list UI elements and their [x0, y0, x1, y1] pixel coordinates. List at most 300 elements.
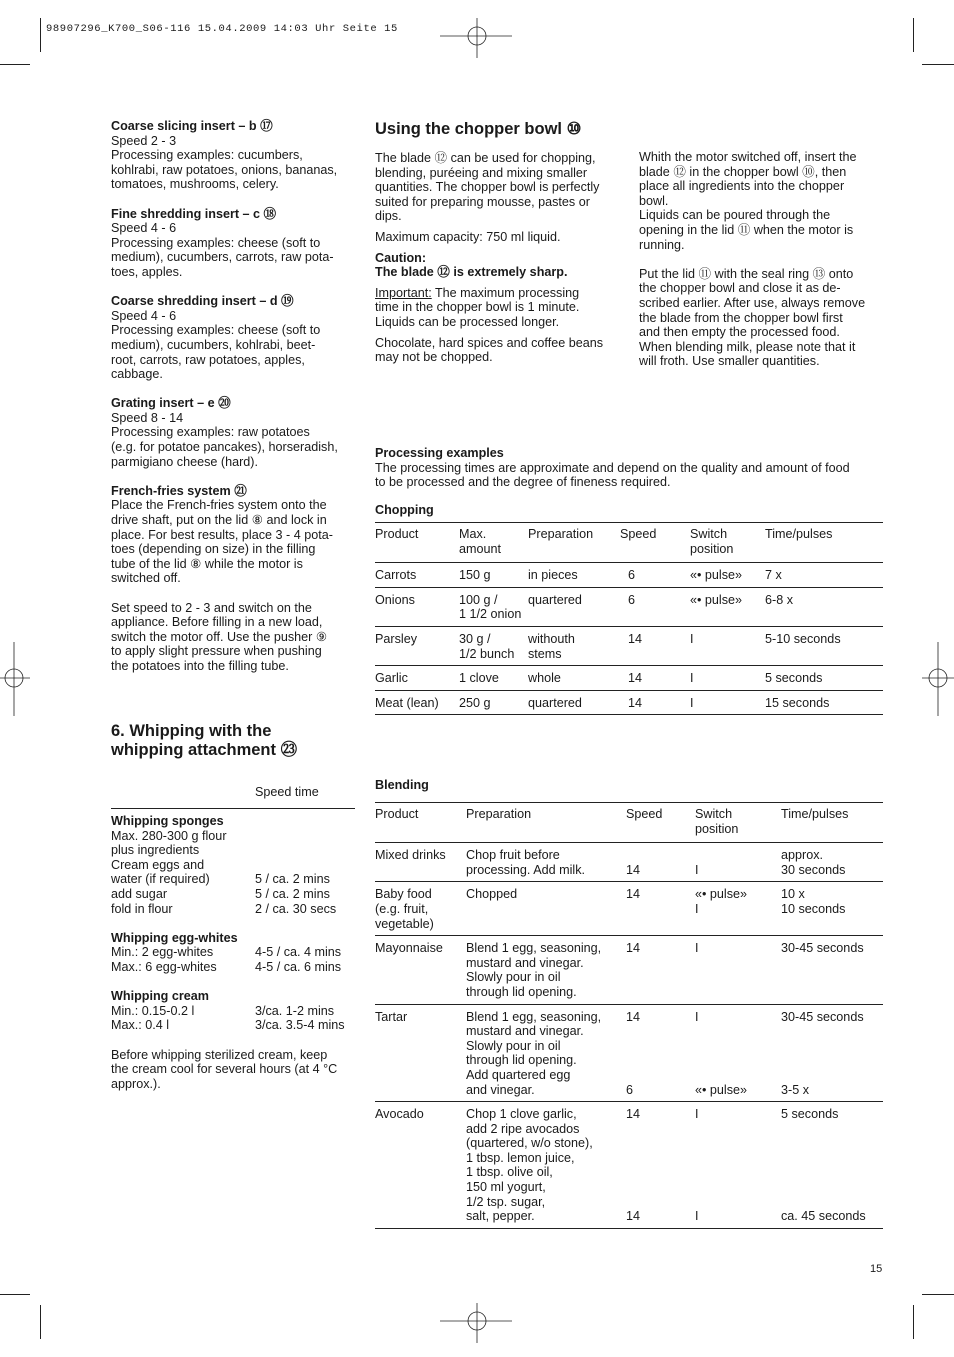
insert-line: (e.g. for potatoe pancakes), horseradish,: [111, 440, 338, 455]
insert-fine-shredding: [111, 207, 361, 280]
insert-line: medium), cucumbers, carrots, raw pota-: [111, 250, 334, 265]
table-cell-text: [695, 1039, 781, 1054]
table-cell: [690, 563, 765, 588]
processing-intro-line: The processing times are approximate and depend on the quality and amount of food: [375, 460, 850, 475]
chopper-text-line: When blending milk, please note that it: [639, 339, 856, 354]
table-cell-text: Onions: [375, 592, 415, 607]
whipping-row: plus ingredients: [111, 843, 200, 858]
table-cell-text: I: [695, 1107, 699, 1122]
table-cell-text: 15 seconds: [765, 695, 830, 710]
insert-line: place. For best results, place 3 - 4 pota-: [111, 527, 333, 542]
whipping-table: [111, 814, 361, 1091]
table-cell-text: 5-10 seconds: [765, 631, 841, 646]
table-cell: [466, 843, 626, 882]
table-cell-text: [695, 848, 781, 863]
table-cell-text: «• pulse»: [690, 592, 743, 607]
table-cell: [626, 936, 695, 1004]
chopping-title: Chopping: [375, 503, 434, 517]
whipping-row: water (if required) 5 / ca. 2 mins: [111, 872, 330, 887]
table-header-text: Time/pulses: [781, 807, 849, 821]
table-cell: [690, 587, 765, 626]
whipping-note-line: Before whipping sterilized cream, keep: [111, 1047, 328, 1062]
table-cell-text: add 2 ripe avocados: [466, 1121, 580, 1136]
table-cell-text: vegetable): [375, 916, 434, 931]
page-number: 15: [870, 1263, 883, 1275]
insert-line: appliance. Before filling in a new load,: [111, 615, 323, 630]
table-cell: [375, 843, 466, 882]
table-cell-text: [626, 1024, 695, 1039]
table-header-row: [375, 523, 883, 563]
table-cell-text: Mixed drinks: [375, 848, 446, 863]
whipping-rule: [111, 808, 355, 809]
print-slug: 98907296_K700_S06-116 15.04.2009 14:03 Uhr Seite 15: [46, 23, 398, 35]
insert-line: Set speed to 2 - 3 and switch on the: [111, 600, 312, 615]
table-cell: [620, 563, 690, 588]
table-cell: [528, 666, 620, 691]
table-cell: [765, 666, 883, 691]
whipping-note-line: approx.).: [111, 1076, 161, 1091]
insert-title: French-fries system ㉑: [111, 483, 247, 498]
chopper-text-line: will froth. Use smaller quantities.: [639, 354, 820, 369]
chopper-text-line: The blade ⑫ can be used for chopping,: [375, 151, 596, 165]
table-cell: [765, 587, 883, 626]
insert-line: drive shaft, put on the lid ⑧ and lock in: [111, 513, 327, 528]
table-cell: [781, 936, 883, 1004]
table-cell-text: Garlic: [375, 671, 408, 686]
insert-line: root, carrots, raw potatoes, apples,: [111, 352, 305, 367]
whipping-row: add sugar 5 / ca. 2 mins: [111, 886, 330, 901]
whipping-row: Max.: 0.4 l 3/ca. 3.5-4 mins: [111, 1018, 345, 1033]
table-header-text: Max.: [459, 527, 487, 541]
whipping-heading-line: whipping attachment ㉓: [111, 741, 298, 759]
chopper-text-line: dips.: [375, 209, 402, 224]
insert-line: Processing examples: cucumbers,: [111, 148, 303, 163]
table-header-cell: [375, 523, 459, 563]
table-header-text: Preparation: [528, 527, 594, 541]
chopper-text-line: blending, puréeing and mixing smaller: [375, 165, 588, 180]
insert-title: Grating insert – e ⑳: [111, 396, 231, 411]
table-cell-text: I: [690, 631, 694, 646]
table-cell-text: [695, 1165, 781, 1180]
insert-line: Processing examples: raw potatoes: [111, 425, 310, 440]
table-cell-text: [626, 1151, 695, 1166]
insert-grating: [111, 396, 361, 469]
table-cell-text: through lid opening.: [466, 1053, 577, 1068]
table-cell-text: 14: [626, 1209, 641, 1224]
table-cell-text: 14: [626, 1107, 641, 1122]
insert-line: Processing examples: cheese (soft to: [111, 235, 321, 250]
table-cell: [375, 563, 459, 588]
table-cell-text: [695, 1053, 781, 1068]
table-cell-text: [781, 1053, 883, 1068]
table-cell-text: Avocado: [375, 1107, 424, 1122]
table-cell: [626, 882, 695, 936]
table-cell-text: 10 seconds: [781, 901, 846, 916]
caution-title: Caution:: [375, 250, 427, 265]
table-header-cell: [690, 523, 765, 563]
table-cell-text: 150 g: [459, 568, 491, 583]
table-cell-text: 1 clove: [459, 671, 499, 686]
table-cell-text: 30 g /: [459, 631, 491, 646]
table-cell-text: [695, 1024, 781, 1039]
table-header-text: Product: [375, 527, 419, 541]
chopper-text-line: Whith the motor switched off, insert the: [639, 150, 857, 164]
table-cell-text: [626, 1180, 695, 1195]
table-cell: [459, 563, 528, 588]
processing-examples: [375, 446, 890, 490]
table-cell-text: 6: [628, 592, 636, 607]
whipping-row: Min.: 0.15-0.2 l 3/ca. 1-2 mins: [111, 1003, 335, 1018]
table-cell-text: I: [695, 901, 699, 916]
chopper-text-line: and then empty the processed food.: [639, 325, 840, 340]
table-cell: [459, 587, 528, 626]
insert-line: switched off.: [111, 571, 181, 586]
table-header-text: amount: [459, 541, 502, 556]
table-cell-text: 30-45 seconds: [781, 941, 864, 956]
whipping-group-title: Whipping egg-whites: [111, 930, 238, 945]
table-cell-text: 5 seconds: [781, 1107, 839, 1122]
table-cell: [375, 936, 466, 1004]
table-row: [375, 843, 883, 882]
table-row: [375, 626, 883, 665]
insert-title: Fine shredding insert – c ⑱: [111, 206, 277, 221]
whipping-row: fold in flour 2 / ca. 30 secs: [111, 901, 337, 916]
insert-line: to apply slight pressure when pushing: [111, 644, 322, 659]
chopper-capacity: Maximum capacity: 750 ml liquid.: [375, 229, 561, 244]
important-line: Liquids can be processed longer.: [375, 314, 560, 329]
whipping-row: Cream eggs and: [111, 857, 205, 872]
table-cell: [375, 587, 459, 626]
insert-line: cabbage.: [111, 367, 163, 382]
table-cell-text: «• pulse»: [695, 1082, 748, 1097]
table-cell-text: through lid opening.: [466, 984, 577, 999]
table-cell-text: 1/2 bunch: [459, 646, 515, 661]
whipping-heading-line: 6. Whipping with the: [111, 722, 272, 740]
table-cell: [466, 936, 626, 1004]
table-cell-text: [695, 1180, 781, 1195]
table-cell-text: stems: [528, 646, 562, 661]
table-cell-text: Baby food: [375, 887, 432, 902]
table-cell-text: whole: [528, 671, 561, 686]
insert-line: medium), cucumbers, kohlrabi, beet-: [111, 337, 316, 352]
table-cell-text: 5 seconds: [765, 671, 823, 686]
table-row: [375, 936, 883, 1004]
table-cell: [375, 626, 459, 665]
table-header-cell: [620, 523, 690, 563]
table-cell-text: I: [695, 941, 699, 956]
table-cell: [620, 626, 690, 665]
table-cell-text: 14: [628, 671, 643, 686]
table-cell-text: Meat (lean): [375, 695, 439, 710]
table-cell-text: salt, pepper.: [466, 1209, 535, 1224]
table-cell-text: [781, 1039, 883, 1054]
chopping-table: [375, 522, 883, 715]
whipping-row: Max.: 6 egg-whites 4-5 / ca. 6 mins: [111, 959, 342, 974]
table-cell-text: 14: [626, 887, 641, 902]
table-row: [375, 690, 883, 715]
whipping-group-title: Whipping cream: [111, 989, 209, 1004]
table-cell: [695, 1004, 781, 1102]
table-cell: [695, 843, 781, 882]
table-cell-text: 14: [626, 941, 641, 956]
table-cell-text: 30-45 seconds: [781, 1009, 864, 1024]
table-cell-text: [695, 1195, 781, 1210]
table-header-text: Switch: [690, 527, 728, 541]
table-cell-text: I: [690, 695, 694, 710]
chopper-text-line: Chocolate, hard spices and coffee beans: [375, 335, 604, 350]
table-cell-text: [695, 1068, 781, 1083]
registration-mark-left: [0, 642, 30, 716]
table-cell-text: [695, 1122, 781, 1137]
whipping-column-header: Speed time: [255, 785, 319, 799]
table-cell: [626, 1004, 695, 1102]
table-cell-text: Tartar: [375, 1009, 408, 1024]
table-cell: [695, 1102, 781, 1229]
table-cell-text: quartered: [528, 695, 582, 710]
insert-line: Place the French-fries system onto the: [111, 498, 327, 513]
table-cell-text: processing. Add milk.: [466, 862, 585, 877]
table-cell-text: 14: [626, 862, 641, 877]
table-cell: [459, 690, 528, 715]
table-cell-text: 1/2 tsp. sugar,: [466, 1194, 546, 1209]
table-cell: [765, 626, 883, 665]
registration-mark-top: [440, 18, 512, 58]
table-header-cell: [695, 803, 781, 843]
important-note: [375, 286, 630, 301]
table-cell-text: 30 seconds: [781, 862, 846, 877]
table-cell-text: 150 ml yogurt,: [466, 1180, 546, 1195]
table-cell-text: mustard and vinegar.: [466, 1024, 584, 1039]
table-cell: [459, 626, 528, 665]
table-cell: [765, 690, 883, 715]
table-row: [375, 563, 883, 588]
table-header-row: [375, 803, 883, 843]
table-cell-text: I: [695, 1009, 699, 1024]
table-row: [375, 1004, 883, 1102]
table-cell-text: Chopped: [466, 887, 518, 902]
chopper-text-line: quantities. The chopper bowl is perfectly: [375, 180, 600, 195]
table-cell-text: 14: [626, 1009, 641, 1024]
table-header-text: Switch: [695, 807, 733, 821]
table-header-text: position: [690, 541, 734, 556]
insert-line: tube of the lid ⑧ while the motor is: [111, 556, 303, 571]
table-cell-text: [781, 1151, 883, 1166]
important-line: time in the chopper bowl is 1 minute.: [375, 300, 580, 315]
table-cell-text: [695, 1151, 781, 1166]
table-cell: [690, 626, 765, 665]
insert-french-fries: [111, 484, 361, 674]
table-cell-text: [626, 1136, 695, 1151]
table-cell: [528, 626, 620, 665]
table-cell: [695, 936, 781, 1004]
table-cell: [620, 690, 690, 715]
table-cell-text: [781, 1136, 883, 1151]
table-cell: [466, 882, 626, 936]
table-cell: [375, 882, 466, 936]
table-cell-text: I: [695, 1209, 699, 1224]
table-cell-text: Carrots: [375, 568, 417, 583]
table-cell: [765, 563, 883, 588]
table-cell: [781, 843, 883, 882]
table-cell-text: [781, 1165, 883, 1180]
insert-line: Speed 8 - 14: [111, 410, 184, 425]
insert-title: Coarse shredding insert – d ⑲: [111, 294, 294, 309]
table-cell-text: Add quartered egg: [466, 1067, 571, 1082]
table-cell-text: [781, 1122, 883, 1137]
table-cell-text: 14: [628, 631, 643, 646]
chopper-text-line: scribed earlier. After use, always remove: [639, 295, 866, 310]
table-cell: [695, 882, 781, 936]
table-header-cell: [781, 803, 883, 843]
table-cell-text: [626, 1039, 695, 1054]
table-cell-text: «• pulse»: [695, 887, 748, 902]
table-cell: [375, 666, 459, 691]
table-row: [375, 882, 883, 936]
table-cell-text: Mayonnaise: [375, 941, 443, 956]
blending-table-grid: [375, 802, 883, 1229]
table-cell-text: [626, 1053, 695, 1068]
table-cell: [375, 690, 459, 715]
table-cell-text: 6-8 x: [765, 592, 793, 607]
table-cell-text: 1 1/2 onion: [459, 607, 522, 622]
blending-table: [375, 802, 883, 1229]
table-cell-text: I: [690, 671, 694, 686]
table-cell-text: [626, 1122, 695, 1137]
table-cell-text: and vinegar.: [466, 1082, 535, 1097]
table-cell-text: «• pulse»: [690, 568, 743, 583]
chopper-text-line: Put the lid ⑪ with the seal ring ⑬ onto: [639, 266, 854, 281]
table-cell: [528, 563, 620, 588]
table-cell: [466, 1102, 626, 1229]
whipping-row: Min.: 2 egg-whites 4-5 / ca. 4 mins: [111, 945, 342, 960]
table-cell-text: 100 g /: [459, 592, 498, 607]
table-cell-text: (quartered, w/o stone),: [466, 1136, 593, 1151]
table-cell-text: Blend 1 egg, seasoning,: [466, 941, 602, 956]
chopper-text-line: opening in the lid ⑪ when the motor is: [639, 222, 854, 237]
registration-mark-bottom: [440, 1303, 512, 1343]
table-cell: [781, 1102, 883, 1229]
insert-line: Speed 4 - 6: [111, 221, 177, 236]
insert-line: Speed 2 - 3: [111, 133, 177, 148]
whipping-row: Max. 280-300 g flour: [111, 828, 227, 843]
insert-coarse-slicing: [111, 119, 361, 192]
table-cell-text: [781, 1180, 883, 1195]
insert-line-blank: [111, 586, 361, 601]
table-cell-text: 1 tbsp. lemon juice,: [466, 1150, 575, 1165]
table-cell-text: [781, 1068, 883, 1083]
table-cell: [626, 1102, 695, 1229]
insert-line: Processing examples: cheese (soft to: [111, 323, 321, 338]
table-cell-text: Slowly pour in oil: [466, 1038, 561, 1053]
table-cell: [690, 690, 765, 715]
table-cell-text: [626, 848, 695, 863]
table-cell: [528, 587, 620, 626]
chopper-column-1: [375, 151, 630, 365]
insert-line: Speed 4 - 6: [111, 308, 177, 323]
table-header-text: position: [695, 821, 739, 836]
table-cell-text: Chop fruit before: [466, 848, 560, 863]
table-cell-text: 6: [626, 1082, 634, 1097]
table-cell-text: Parsley: [375, 631, 417, 646]
table-header-cell: [528, 523, 620, 563]
table-cell-text: [695, 1136, 781, 1151]
table-header-cell: [375, 803, 466, 843]
table-cell-text: 10 x: [781, 887, 805, 902]
insert-line: kohlrabi, raw potatoes, onions, bananas,: [111, 162, 338, 177]
chopper-text-line: Liquids can be poured through the: [639, 208, 831, 223]
insert-line: tomatoes, mushrooms, celery.: [111, 177, 279, 192]
chopper-text-line: bowl.: [639, 193, 669, 208]
chopper-column-2: [639, 150, 889, 369]
whipping-group-title: Whipping sponges: [111, 814, 224, 828]
table-header-cell: [459, 523, 528, 563]
chopper-heading: Using the chopper bowl ⑩: [375, 120, 582, 138]
chopping-table-grid: [375, 522, 883, 715]
important-line: The maximum processing: [431, 285, 580, 300]
table-cell-text: (e.g. fruit,: [375, 901, 429, 916]
table-cell: [690, 666, 765, 691]
chopper-text-line: the chopper bowl and close it as de-: [639, 281, 841, 296]
table-row: [375, 666, 883, 691]
table-cell-text: 3-5 x: [781, 1082, 809, 1097]
insert-line: toes, apples.: [111, 264, 183, 279]
table-cell-text: 1 tbsp. olive oil,: [466, 1165, 553, 1180]
table-row: [375, 1102, 883, 1229]
table-cell-text: I: [695, 862, 699, 877]
table-cell-text: [626, 1068, 695, 1083]
table-header-text: Product: [375, 807, 419, 821]
table-cell: [375, 1004, 466, 1102]
table-cell-text: mustard and vinegar.: [466, 955, 584, 970]
table-header-cell: [765, 523, 883, 563]
table-cell-text: [626, 1195, 695, 1210]
processing-intro-line: to be processed and the degree of fineness required.: [375, 475, 671, 490]
table-header-cell: [466, 803, 626, 843]
table-cell-text: quartered: [528, 592, 582, 607]
table-cell-text: approx.: [781, 848, 824, 863]
table-cell: [781, 1004, 883, 1102]
table-header-cell: [626, 803, 695, 843]
table-row: [375, 587, 883, 626]
insert-title: Coarse slicing insert – b ⑰: [111, 119, 273, 133]
table-cell: [620, 666, 690, 691]
table-cell: [781, 882, 883, 936]
table-cell: [620, 587, 690, 626]
registration-mark-right: [922, 642, 954, 716]
caution-text: The blade ⑫ is extremely sharp.: [375, 265, 568, 280]
insert-line: parmigiano cheese (hard).: [111, 454, 259, 469]
whipping-note-line: the cream cool for several hours (at 4 °C: [111, 1062, 338, 1077]
table-cell-text: 6: [628, 568, 636, 583]
table-cell-text: withouth: [528, 631, 575, 646]
insert-line: toes (depending on size) in the filling: [111, 542, 316, 557]
table-cell-text: Slowly pour in oil: [466, 970, 561, 985]
table-cell-text: in pieces: [528, 568, 578, 583]
table-header-text: Preparation: [466, 807, 532, 821]
table-header-text: Time/pulses: [765, 527, 833, 541]
table-header-text: Speed: [620, 527, 657, 541]
processing-title: Processing examples: [375, 446, 504, 460]
blending-title: Blending: [375, 778, 429, 792]
table-cell-text: [781, 1195, 883, 1210]
important-label: Important:: [375, 285, 432, 300]
table-cell: [466, 1004, 626, 1102]
table-cell: [375, 1102, 466, 1229]
chopper-text-line: place all ingredients into the chopper: [639, 179, 845, 194]
chopper-text-line: suited for preparing mousse, pastes or: [375, 194, 590, 209]
table-cell-text: [781, 1024, 883, 1039]
table-cell: [528, 690, 620, 715]
